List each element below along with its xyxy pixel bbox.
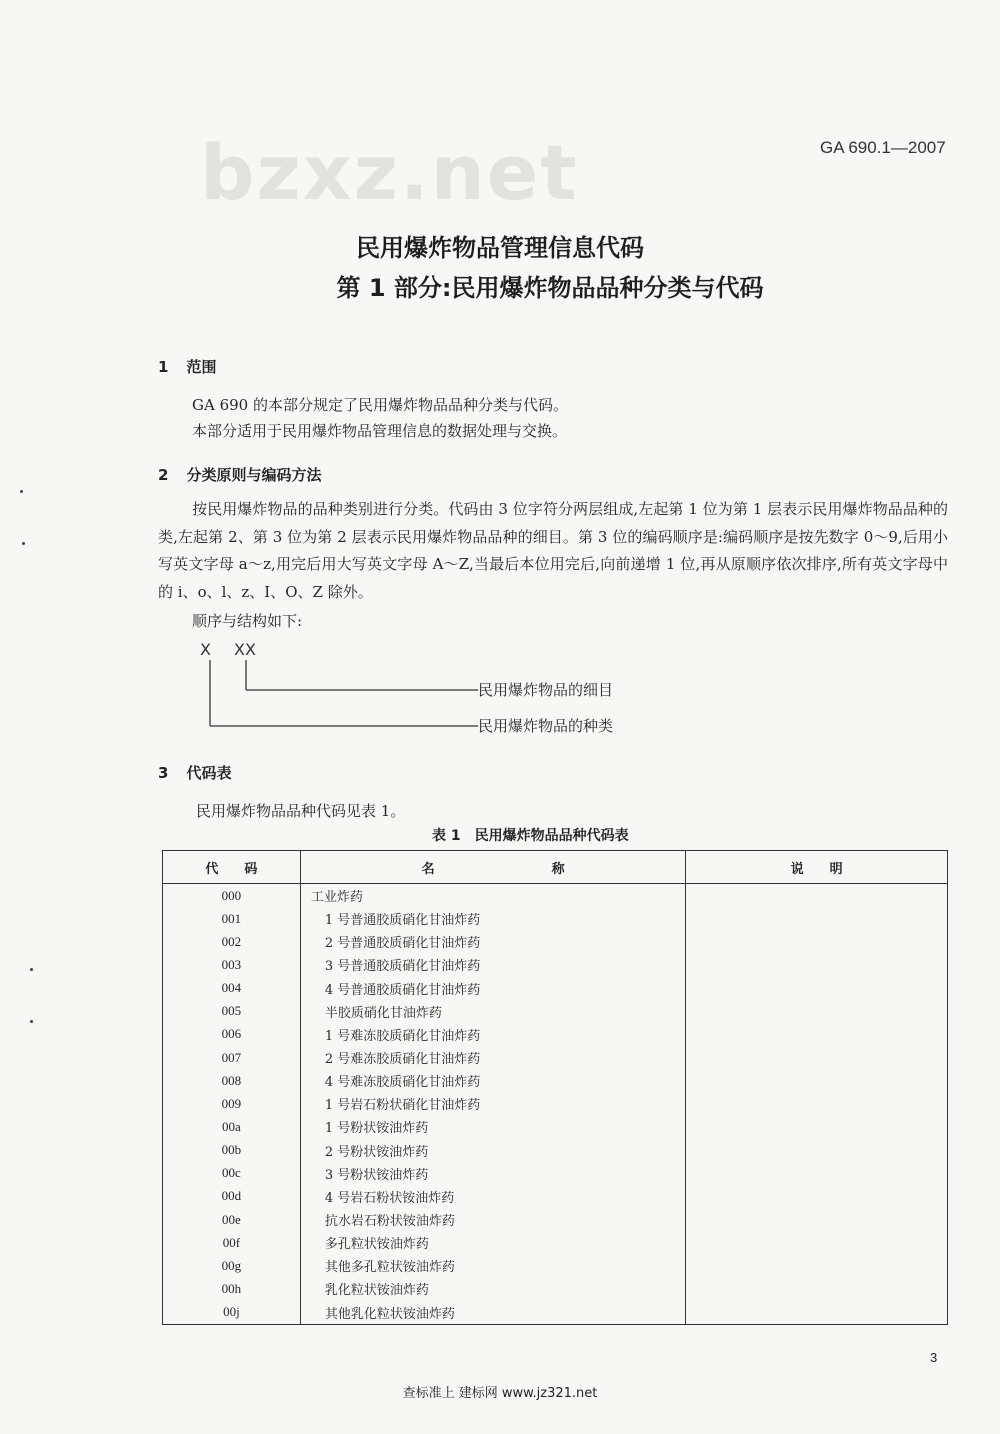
scan-speck [22,542,25,545]
table-header-row [163,851,948,884]
row-note [686,1185,948,1208]
row-name: 工业炸药 [300,884,686,908]
table-row [163,1277,948,1300]
table-row [163,1231,948,1254]
row-name: 乳化粒状铵油炸药 [300,1277,686,1300]
row-code: 00a [163,1115,301,1138]
row-name: 1 号难冻胶质硝化甘油炸药 [300,1023,686,1046]
diagram-second-chars: XX [234,640,256,659]
row-note [686,1301,948,1325]
diagram-first-char: X [200,640,211,659]
row-note [686,1208,948,1231]
row-note [686,1139,948,1162]
section-2-heading [158,464,321,485]
row-name: 2 号粉状铵油炸药 [300,1139,686,1162]
row-name: 3 号粉状铵油炸药 [300,1162,686,1185]
row-note [686,1069,948,1092]
row-code: 00d [163,1185,301,1208]
section-3-title: 代码表 [186,764,232,782]
page-number: 3 [930,1350,938,1365]
section-1-para-2: 本部分适用于民用爆炸物品管理信息的数据处理与交换。 [192,422,568,440]
row-note [686,884,948,908]
row-name: 多孔粒状铵油炸药 [300,1231,686,1254]
row-code: 00h [163,1277,301,1300]
row-code: 00c [163,1162,301,1185]
row-name: 1 号粉状铵油炸药 [300,1115,686,1138]
table-row [163,907,948,930]
row-note [686,1115,948,1138]
row-note [686,1231,948,1254]
section-3-heading [158,762,231,783]
row-name: 半胶质硝化甘油炸药 [300,1000,686,1023]
row-note [686,1162,948,1185]
standard-number: GA 690.1—2007 [820,138,946,157]
section-3-number: 3 [158,764,169,782]
header-note: 说 明 [686,851,948,884]
row-code: 007 [163,1046,301,1069]
table-row [163,884,948,908]
section-1-title: 范围 [186,358,217,376]
row-code: 004 [163,977,301,1000]
section-2-title: 分类原则与编码方法 [186,466,322,484]
row-name: 2 号难冻胶质硝化甘油炸药 [300,1046,686,1069]
table-row [163,977,948,1000]
row-note [686,1023,948,1046]
table-row [163,953,948,976]
scan-speck [30,1020,33,1023]
section-3-intro: 民用爆炸物品品种代码见表 1。 [196,802,406,820]
footer-text: 查标准上 建标网 www.jz321.net [402,1386,598,1401]
row-code: 000 [163,884,301,908]
row-note [686,1277,948,1300]
row-code: 005 [163,1000,301,1023]
row-note [686,1254,948,1277]
table-row [163,1162,948,1185]
row-name: 2 号普通胶质硝化甘油炸药 [300,930,686,953]
header-name: 名 称 [300,851,686,884]
row-code: 006 [163,1023,301,1046]
row-note [686,1046,948,1069]
section-1-heading [158,356,216,377]
row-name: 抗水岩石粉状铵油炸药 [300,1208,686,1231]
row-code: 002 [163,930,301,953]
section-1-para-1: GA 690 的本部分规定了民用爆炸物品品种分类与代码。 [192,396,568,414]
row-note [686,930,948,953]
header-code: 代 码 [163,851,301,884]
table-row [163,1069,948,1092]
table-row [163,930,948,953]
table-row [163,1139,948,1162]
table-row [163,1115,948,1138]
structure-diagram-lines [200,660,490,740]
section-1-number: 1 [158,358,169,376]
row-code: 00e [163,1208,301,1231]
row-code: 009 [163,1092,301,1115]
row-code: 00b [163,1139,301,1162]
row-name: 其他多孔粒状铵油炸药 [300,1254,686,1277]
row-note [686,953,948,976]
diagram-label-class: 民用爆炸物品的种类 [478,717,614,735]
table-row [163,1254,948,1277]
table-row [163,1023,948,1046]
table-row [163,1000,948,1023]
row-name: 3 号普通胶质硝化甘油炸药 [300,953,686,976]
table-row [163,1208,948,1231]
row-name: 4 号岩石粉状铵油炸药 [300,1185,686,1208]
document-title-line2: 第 1 部分:民用爆炸物品品种分类与代码 [336,274,764,302]
row-code: 008 [163,1069,301,1092]
row-name: 1 号岩石粉状硝化甘油炸药 [300,1092,686,1115]
row-code: 001 [163,907,301,930]
row-name: 4 号普通胶质硝化甘油炸药 [300,977,686,1000]
table-row [163,1092,948,1115]
row-note [686,1000,948,1023]
table-row [163,1301,948,1325]
row-note [686,907,948,930]
row-note [686,1092,948,1115]
row-code: 00g [163,1254,301,1277]
scan-speck [30,968,33,971]
row-name: 1 号普通胶质硝化甘油炸药 [300,907,686,930]
row-code: 003 [163,953,301,976]
scan-speck [20,490,23,493]
row-note [686,977,948,1000]
table-row [163,1185,948,1208]
document-title-line1: 民用爆炸物品管理信息代码 [356,234,644,262]
code-table [162,850,948,1325]
table-row [163,1046,948,1069]
structure-intro: 顺序与结构如下: [192,612,303,630]
section-2-body [158,496,948,606]
table-caption: 表 1 民用爆炸物品品种代码表 [432,828,629,844]
row-code: 00j [163,1301,301,1325]
row-name: 4 号难冻胶质硝化甘油炸药 [300,1069,686,1092]
row-name: 其他乳化粒状铵油炸药 [300,1301,686,1325]
diagram-label-detail: 民用爆炸物品的细目 [478,681,614,699]
watermark: bzxz.net [200,128,579,217]
section-2-number: 2 [158,466,169,484]
row-code: 00f [163,1231,301,1254]
section-2-body-text: 按民用爆炸物品的品种类别进行分类。代码由 3 位字符分两层组成,左起第 1 位为第 1 层表示民用爆炸物品品种的类,左起第 2、第 3 位为第 2 层表示民用爆炸物品品种的细目。第 3 位的编码顺序是:编码顺序是按先数字 0～9,后用小写英文字母 a～z,用完后用大写英文字母 A～Z,当最后本位用完后,向前递增 1 位,再从原顺序依次排序,所有英文字母中的 i、o、l、z、I、O、Z 除外。 [158,500,948,601]
